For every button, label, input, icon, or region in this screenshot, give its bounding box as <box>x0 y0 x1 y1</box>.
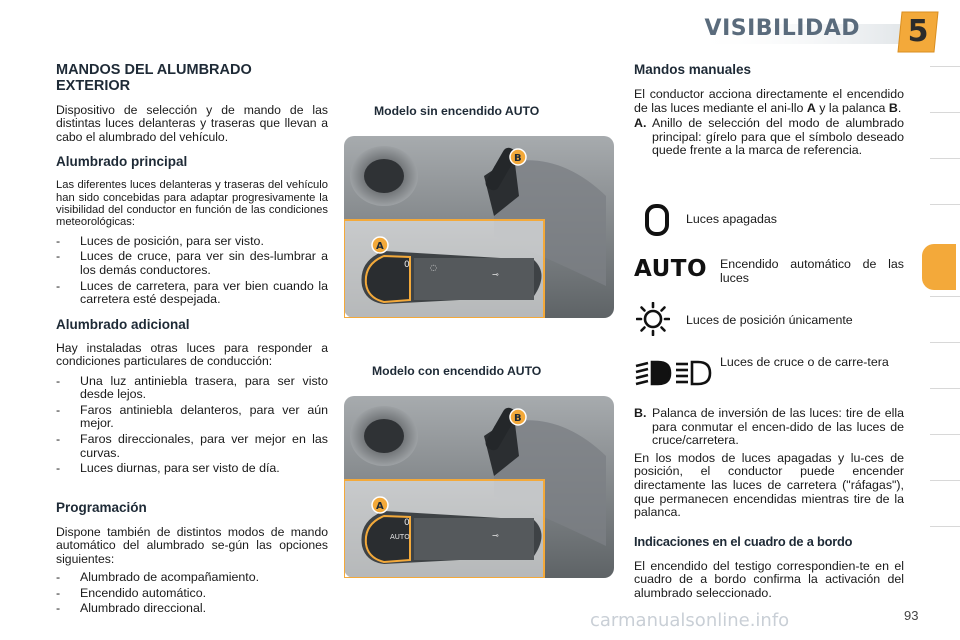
chapter-badge[interactable] <box>896 10 940 54</box>
indicator-title: Indicaciones en el cuadro de a bordo <box>634 533 853 549</box>
item-b <box>634 407 904 448</box>
auto-small-label: AUTO <box>390 533 410 541</box>
symbol-label-off: Luces apagadas <box>686 212 777 226</box>
page-number: 93 <box>904 608 919 623</box>
watermark: carmanualsonline.info <box>590 610 790 631</box>
intro-a: A <box>806 100 816 115</box>
intro-end: . <box>897 100 902 115</box>
item-a-label: A. <box>634 116 647 131</box>
symbol-label-beam: Luces de cruce o de carre-tera <box>720 355 889 369</box>
header-title: VISIBILIDAD <box>704 16 860 41</box>
position-lights-icon <box>636 302 670 336</box>
chapter-tab[interactable] <box>930 296 960 342</box>
right-column-bottom <box>634 407 904 601</box>
intro-mid: y la palanca <box>819 100 886 115</box>
symbol-label-position: Luces de posición únicamente <box>686 313 853 327</box>
chapter-tab[interactable] <box>930 342 960 388</box>
item-a-text: Anillo de selección del modo de alumbrado principal: gírelo para que el símbolo deseado quede frente a la marca de referencia. <box>652 116 904 158</box>
list-item: - Alumbrado direccional. <box>56 602 328 616</box>
stalk-photo-auto <box>344 396 614 578</box>
list-item: - Encendido automático. <box>56 587 328 601</box>
manual-intro <box>634 88 904 115</box>
chapter-tab-active[interactable] <box>922 244 956 290</box>
chapter-tab[interactable] <box>930 66 960 112</box>
list-item: - Luces de cruce, para ver sin des-lumbrar a los demás conductores. <box>56 250 328 277</box>
item-b-text: Palanca de inversión de las luces: tire de ella para conmutar el encen-dido de las luces de cruce/carretera. <box>652 406 904 448</box>
programacion-title: Programación <box>56 499 147 515</box>
label-a: A <box>376 241 384 252</box>
item-a <box>634 117 904 158</box>
beam-lights-icon <box>634 358 712 388</box>
adicional-title: Alumbrado adicional <box>56 316 190 332</box>
list-item: - Faros antiniebla delanteros, para ver aún mejor. <box>56 404 328 431</box>
list-item: - Luces diurnas, para ser visto de día. <box>56 462 328 476</box>
list-item: - Una luz antiniebla trasera, para ser visto desde lejos. <box>56 375 328 402</box>
principal-list <box>56 235 328 307</box>
main-title: MANDOS DEL ALUMBRADO EXTERIOR <box>56 62 252 94</box>
chapter-tab[interactable] <box>930 526 960 572</box>
zero-icon <box>644 204 670 236</box>
chapter-tab[interactable] <box>930 158 960 204</box>
svg-text:◌: ◌ <box>430 263 437 272</box>
right-column <box>634 62 904 158</box>
chapter-tabs <box>922 66 960 586</box>
indicator-text: El encendido del testigo correspondien-te en el cuadro de a bordo confirma la activación del alumbrado seleccionado. <box>634 558 904 600</box>
programacion-text: Dispone también de distintos modos de mando automático del alumbrado se-gún las opciones siguientes: <box>56 524 328 566</box>
list-item: - Luces de posición, para ser visto. <box>56 235 328 249</box>
adicional-text: Hay instaladas otras luces para responder a condiciones particulares de conducción: <box>56 340 328 369</box>
caption-top: Modelo sin encendido AUTO <box>374 104 540 118</box>
stalk-photo-manual <box>344 136 614 318</box>
symbol-row-position <box>634 300 914 340</box>
chapter-tab[interactable] <box>930 434 960 480</box>
symbol-row-auto <box>634 256 914 290</box>
item-b-label: B. <box>634 406 647 420</box>
symbol-label-auto: Encendido automático de las luces <box>720 257 904 285</box>
principal-text: Las diferentes luces delanteras y traseras del vehículo han sido concebidas para adaptar progresivamente la visibilidad del conductor en función de las condiciones meteorológicas: <box>56 179 328 229</box>
label-b: B <box>514 413 522 424</box>
svg-text:⊸: ⊸ <box>492 531 499 540</box>
list-item: - Luces de carretera, para ver bien cuando la carretera esté despejada. <box>56 280 328 307</box>
auto-icon: AUTO <box>634 256 708 282</box>
label-a: A <box>376 501 384 512</box>
svg-text:0: 0 <box>404 260 410 270</box>
left-column <box>56 62 328 616</box>
flash-paragraph: En los modos de luces apagadas y lu-ces de posición, el conductor puede encender directamente las luces de carretera ("ráfagas"), que permanecen encendidas mientras tire de la palanca. <box>634 450 904 520</box>
chapter-tab[interactable] <box>930 112 960 158</box>
principal-title: Alumbrado principal <box>56 154 188 170</box>
programacion-list <box>56 571 328 616</box>
intro-pre: El conductor acciona directamente el encendido de las luces mediante el ani-llo <box>634 87 904 115</box>
manual-title: Mandos manuales <box>634 62 752 77</box>
svg-text:⊸: ⊸ <box>492 270 499 279</box>
list-item: - Faros direccionales, para ver mejor en las curvas. <box>56 433 328 460</box>
label-b: B <box>514 153 522 164</box>
symbol-row-beam <box>634 354 914 390</box>
chapter-tab[interactable] <box>930 388 960 434</box>
intro-text: Dispositivo de selección y de mando de las distintas luces delanteras y traseras que llevan a cabo el alumbrado del vehículo. <box>56 103 328 144</box>
symbol-row-off <box>634 202 914 236</box>
caption-bottom: Modelo con encendido AUTO <box>372 364 542 378</box>
svg-text:0: 0 <box>404 518 410 528</box>
intro-b: B <box>888 100 898 115</box>
adicional-list <box>56 375 328 476</box>
chapter-tab[interactable] <box>930 480 960 526</box>
list-item: - Alumbrado de acompañamiento. <box>56 571 328 585</box>
chapter-number: 5 <box>907 14 929 49</box>
